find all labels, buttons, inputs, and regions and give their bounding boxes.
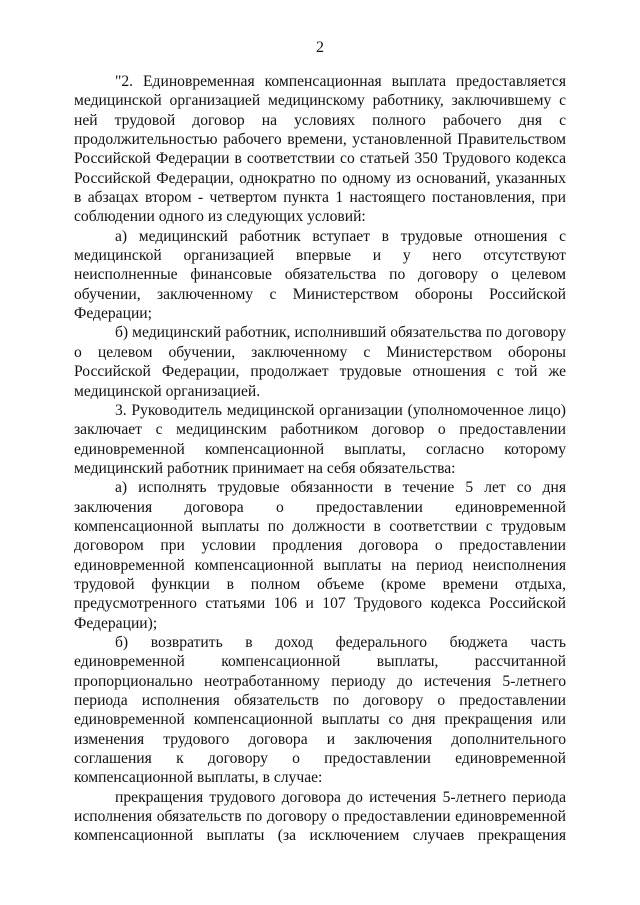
document-body bbox=[74, 72, 566, 846]
paragraph-item-2: "2. Единовременная компенсационная выплата предоставляется медицинской организацией медицинскому работнику, заключившему с ней трудовой договор на условиях полного рабочего дня с продолжительностью рабочего времени, установленной Правительством Российской Федерации в соответствии со статьей 350 Трудового кодекса Российской Федерации, однократно по одному из оснований, указанных в абзацах втором - четвертом пункта 1 настоящего постановления, при соблюдении одного из следующих условий: bbox=[74, 73, 566, 226]
paragraph-subitem-a: а) медицинский работник вступает в трудовые отношения с медицинской организацией впервые и у него отсутствуют неисполненные финансовые обязательства по договору о целевом обучении, заключенному с Министерством обороны Российской Федерации; bbox=[74, 227, 566, 323]
page-number: 2 bbox=[316, 39, 324, 56]
paragraph-termination-case: прекращения трудового договора до истечения 5-летнего периода исполнения обязательств по договору о предоставлении единовременной компенсационной выплаты (за исключением случаев прекращения bbox=[74, 788, 566, 845]
paragraph-subitem-b: б) медицинский работник, исполнивший обязательства по договору о целевом обучении, заключенному с Министерством обороны Российской Федерации, продолжает трудовые отношения с той же медицинской организацией. bbox=[74, 324, 566, 400]
paragraph-item-3: 3. Руководитель медицинской организации (уполномоченное лицо) заключает с медицинским работником договор о предоставлении единовременной компенсационной выплаты, согласно которому медицинский работник принимает на себя обязательства: bbox=[74, 401, 566, 477]
paragraph-obligation-b: б) возвратить в доход федерального бюджета часть единовременной компенсационной выплаты, рассчитанной пропорционально неотработанному периоду до истечения 5-летнего периода исполнения обязательств по договору о предоставлении единовременной компенсационной выплаты со дня прекращения или изменения трудового договора и заключения дополнительного соглашения к договору о предоставлении единовременной компенсационной выплаты, в случае: bbox=[74, 633, 566, 787]
paragraph-obligation-a: а) исполнять трудовые обязанности в течение 5 лет со дня заключения договора о предоставлении единовременной компенсационной выплаты по должности в соответствии с трудовым договором при условии продления договора о предоставлении единовременной компенсационной выплаты на период неисполнения трудовой функции в полном объеме (кроме времени отдыха, предусмотренного статьями 106 и 107 Трудового кодекса Российской Федерации); bbox=[74, 479, 566, 632]
